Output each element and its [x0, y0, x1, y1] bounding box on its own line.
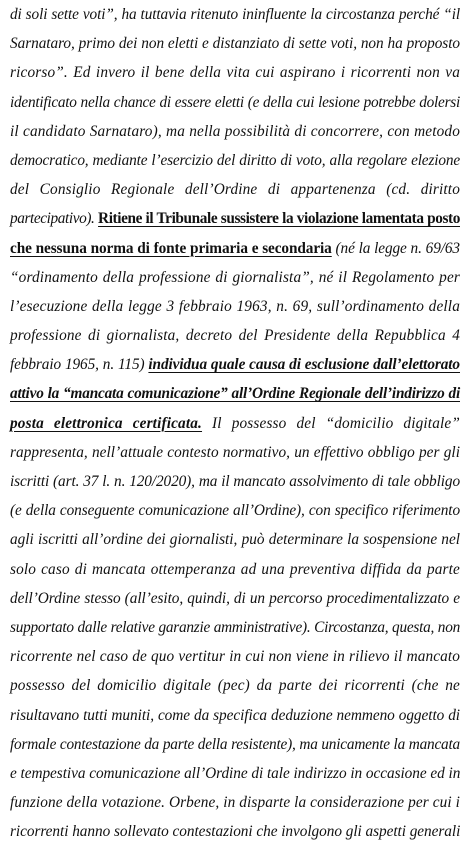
- body-text: Sarnataro, primo dei non eletti e distanziato di sette voti, non ha proposto: [10, 35, 460, 53]
- body-text: l’esecuzione della legge 3 febbraio 1963, n. 69, sull’ordinamento della: [10, 297, 460, 315]
- text-line: [10, 263, 460, 292]
- text-line: [10, 555, 460, 584]
- body-text: possesso del domicilio digitale (pec) da parte dei ricorrenti (che ne: [10, 677, 460, 695]
- text-line: [10, 613, 460, 642]
- text-line: [10, 350, 460, 379]
- emphasized-text: posta elettronica certificata.: [10, 414, 203, 432]
- text-line: [10, 175, 460, 204]
- text-line: [10, 321, 460, 350]
- text-line: [10, 0, 460, 29]
- emphasized-text: individua quale causa di esclusione dall’elettorato: [148, 356, 460, 374]
- text-line: [10, 234, 460, 263]
- body-text: dell’Ordine stesso (all’esito, quindi, di un percorso procedimentalizzato e: [10, 589, 460, 607]
- body-text: Il possesso del “domicilio digitale”: [212, 414, 460, 432]
- body-text: e tempestiva comunicazione all’Ordine di tale indirizzo in occasione ed in: [10, 764, 461, 782]
- text-line: [10, 817, 460, 846]
- text-line: [10, 438, 460, 467]
- body-text: professione di giornalista, decreto del Presidente della Repubblica 4: [10, 327, 460, 345]
- document-body: [10, 0, 460, 846]
- text-line: [10, 117, 460, 146]
- text-line: [10, 88, 460, 117]
- text-line: [10, 496, 460, 525]
- text-line: [10, 58, 460, 87]
- body-text: identificato nella chance di essere eletti (e della cui lesione potrebbe dolersi: [10, 93, 460, 111]
- text-line: [10, 409, 460, 438]
- emphasized-text: Ritiene il Tribunale sussistere la violazione lamentata posto: [98, 210, 460, 228]
- body-text: febbraio 1965, n. 115): [10, 356, 149, 374]
- body-text: “ordinamento della professione di giornalista”, né il Regolamento per: [10, 268, 460, 286]
- body-text: ricorrente nel caso de quo vertitur in cui non viene in rilievo il mancato: [10, 648, 460, 666]
- text-line: [10, 788, 460, 817]
- text-line: [10, 584, 460, 613]
- body-text: ricorrenti hanno sollevato contestazioni che involgono gli aspetti generali: [10, 823, 461, 841]
- body-text: (e della conseguente comunicazione all’Ordine), con specifico riferimento: [10, 502, 460, 520]
- body-text: (né la legge n. 69/63: [331, 239, 460, 257]
- text-line: [10, 29, 460, 58]
- text-line: [10, 292, 460, 321]
- text-line: [10, 730, 460, 759]
- body-text: partecipativo).: [10, 210, 99, 228]
- body-text: agli iscritti all’ordine dei giornalisti, può determinare la sospensione nel: [10, 531, 460, 549]
- body-text: il candidato Sarnataro), ma nella possibilità di concorrere, con metodo: [10, 122, 460, 140]
- body-text: del Consiglio Regionale dell’Ordine di appartenenza (cd. diritto: [10, 181, 460, 199]
- body-text: rappresenta, nell’attuale contesto normativo, un effettivo obbligo per gli: [10, 443, 460, 461]
- text-line: [10, 525, 460, 554]
- text-line: [10, 467, 460, 496]
- body-text: democratico, mediante l’esercizio del diritto di voto, alla regolare elezione: [10, 151, 460, 169]
- text-line: [10, 379, 460, 408]
- text-line: [10, 671, 460, 700]
- body-text: solo caso di mancata ottemperanza ad una preventiva diffida da parte: [10, 560, 460, 578]
- body-text: supportato dalle relative garanzie amministrative). Circostanza, questa, non: [10, 618, 460, 636]
- body-text: funzione della votazione. Orbene, in disparte la considerazione per cui i: [10, 794, 460, 812]
- emphasized-text: che nessuna norma di fonte primaria e secondaria: [10, 239, 332, 257]
- body-text: formale contestazione da parte della resistente), ma unicamente la mancata: [10, 735, 460, 753]
- text-line: [10, 146, 460, 175]
- text-line: [10, 642, 460, 671]
- body-text: [202, 415, 212, 432]
- body-text: ricorso”. Ed invero il bene della vita cui aspirano i ricorrenti non va: [10, 64, 460, 82]
- body-text: risultavano tutti muniti, come da specifica deduzione nemmeno oggetto di: [10, 706, 460, 724]
- text-line: [10, 759, 460, 788]
- emphasized-text: attivo la “mancata comunicazione” all’Ordine Regionale dell’indirizzo di: [10, 385, 460, 403]
- text-line: [10, 204, 460, 233]
- body-text: di soli sette voti”, ha tuttavia ritenuto ininfluente la circostanza perché “il: [10, 6, 460, 23]
- text-line: [10, 701, 460, 730]
- body-text: iscritti (art. 37 l. n. 120/2020), ma il mancato assolvimento di tale obbligo: [10, 473, 460, 490]
